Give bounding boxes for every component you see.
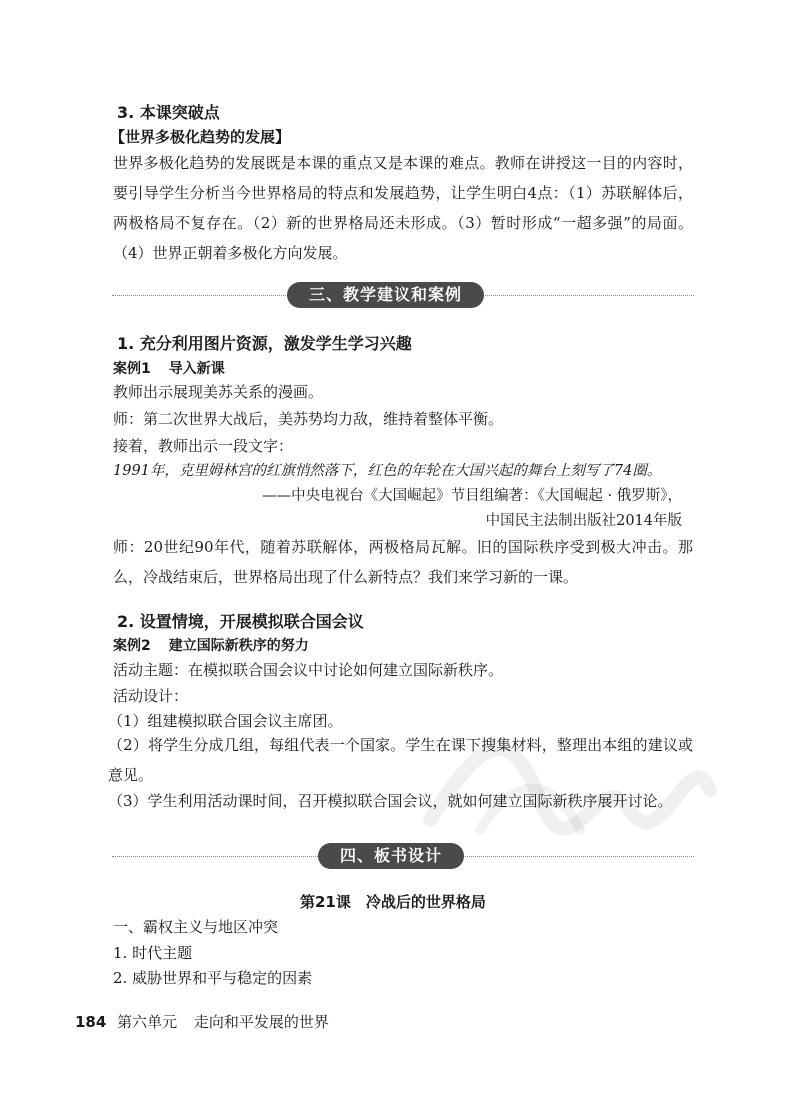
case-2-heading [113,635,309,655]
footer-unit: 第六单元 [117,1013,178,1031]
section-banner-teaching-suggestions: 三、教学建议和案例 [287,282,484,308]
section-heading-breakthrough: 3. 本课突破点 [117,103,220,122]
activity-item-3: （3）学生利用活动课时间，召开模拟联合国会议，就如何建立国际新秩序展开讨论。 [108,792,673,810]
activity-item-1: （1）组建模拟联合国会议主席团。 [108,712,343,730]
case-title: 导入新课 [168,361,225,377]
publisher-watermark-logo [420,700,720,850]
page-footer [75,1011,329,1032]
page-number: 184 [75,1013,107,1031]
section-banner-board-design: 四、板书设计 [318,843,464,869]
board-title: 第21课 冷战后的世界格局 [300,893,486,911]
board-line-1: 一、霸权主义与地区冲突 [113,918,279,936]
subsection-heading-images: 1. 充分利用图片资源，激发学生学习兴趣 [117,334,412,353]
case-1-line-3: 接着，教师出示一段文字： [113,437,294,455]
breakthrough-paragraph: 世界多极化趋势的发展既是本课的重点又是本课的难点。教师在讲授这一目的内容时，要引导学生分析当今世界格局的特点和发展趋势，让学生明白4点：（1）苏联解体后，两极格局不复存在。（2）新的世界格局还未形成。（3）暂时形成“一超多强”的局面。（4）世界正朝着多极化方向发展。 [113,154,693,262]
case-label: 案例1 [113,361,151,377]
activity-design-label: 活动设计： [113,687,189,705]
case-1-line-1: 教师出示展现美苏关系的漫画。 [113,383,324,401]
case-1-heading [113,358,225,378]
footer-unit-title: 走向和平发展的世界 [193,1013,329,1031]
activity-item-2: （2）将学生分成几组，每组代表一个国家。学生在课下搜集材料，整理出本组的建议或意见。 [108,736,693,784]
quote-source-line-1: ——中央电视台《大国崛起》节目组编著：《大国崛起 · 俄罗斯》， [262,488,682,504]
case-1-line-2: 师：第二次世界大战后，美苏势均力敌，维持着整体平衡。 [113,410,504,428]
activity-theme: 活动主题：在模拟联合国会议中讨论如何建立国际新秩序。 [113,661,504,679]
case-title: 建立国际新秩序的努力 [168,638,309,654]
subsection-heading-un-simulation: 2. 设置情境，开展模拟联合国会议 [117,612,364,631]
topic-subheading: 【世界多极化趋势的发展】 [110,128,291,146]
quote-text: 1991年，克里姆林宫的红旗悄然落下，红色的年轮在大国兴起的舞台上刻写了74圈。 [113,463,662,479]
case-label: 案例2 [113,638,151,654]
board-line-3: 2. 威胁世界和平与稳定的因素 [113,969,313,987]
case-1-paragraph: 师：20世纪90年代，随着苏联解体，两极格局瓦解。旧的国际秩序受到极大冲击。那么，冷战结束后，世界格局出现了什么新特点？我们来学习新的一课。 [113,538,693,586]
board-line-2: 1. 时代主题 [113,944,193,962]
quote-source-line-2: 中国民主法制出版社2014年版 [485,513,682,529]
